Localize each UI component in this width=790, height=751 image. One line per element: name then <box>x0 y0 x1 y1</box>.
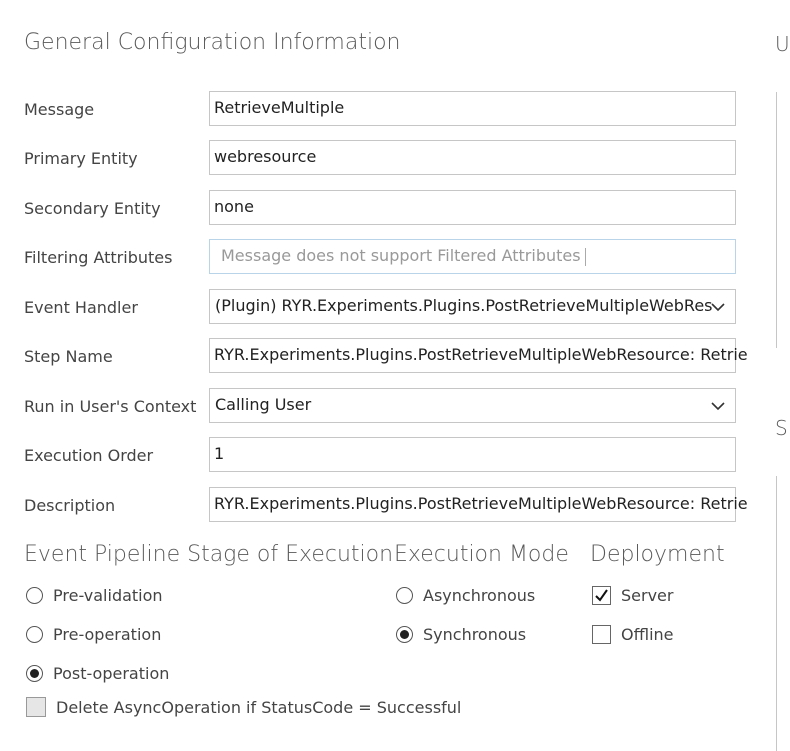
radio-unchecked-icon <box>26 626 43 643</box>
server-checkbox[interactable] <box>592 586 673 605</box>
filtering-attributes-placeholder: Message does not support Filtered Attributes <box>221 246 581 265</box>
run-context-select[interactable] <box>209 388 736 423</box>
checkbox-unchecked-icon <box>592 625 611 644</box>
side-heading-fragment-bottom: S <box>775 416 788 440</box>
pre-operation-radio[interactable] <box>26 625 161 644</box>
text-cursor-icon <box>585 248 586 266</box>
secondary-entity-value: none <box>214 197 254 216</box>
side-heading-fragment-top: U <box>775 32 790 56</box>
radio-unchecked-icon <box>26 587 43 604</box>
offline-label: Offline <box>621 625 674 644</box>
chevron-down-icon <box>709 298 727 316</box>
event-handler-value: (Plugin) RYR.Experiments.Plugins.PostRetrieveMultipleWebRes <box>215 296 713 315</box>
description-label: Description <box>24 496 116 515</box>
asynchronous-radio[interactable] <box>396 586 535 605</box>
filtering-attributes-field[interactable] <box>209 239 736 274</box>
run-context-label: Run in User's Context <box>24 397 197 416</box>
delete-async-checkbox[interactable] <box>26 697 461 717</box>
secondary-entity-label: Secondary Entity <box>24 199 161 218</box>
pre-operation-label: Pre-operation <box>53 625 162 644</box>
radio-checked-icon <box>396 626 413 643</box>
step-name-label: Step Name <box>24 347 113 366</box>
checkbox-unchecked-icon <box>26 697 46 717</box>
post-operation-label: Post-operation <box>53 664 170 683</box>
run-context-value: Calling User <box>215 395 312 414</box>
description-value: RYR.Experiments.Plugins.PostRetrieveMultipleWebResource: Retrie <box>214 494 748 513</box>
filtering-attributes-label: Filtering Attributes <box>24 248 173 267</box>
message-value: RetrieveMultiple <box>214 98 345 117</box>
offline-checkbox[interactable] <box>592 625 674 644</box>
pre-validation-label: Pre-validation <box>53 586 163 605</box>
pre-validation-radio[interactable] <box>26 586 163 605</box>
side-panel-border-top <box>776 92 781 348</box>
event-handler-label: Event Handler <box>24 298 138 317</box>
secondary-entity-field[interactable] <box>209 190 736 225</box>
checkmark-icon <box>592 586 611 605</box>
deployment-heading: Deployment <box>590 542 725 567</box>
radio-unchecked-icon <box>396 587 413 604</box>
execution-order-label: Execution Order <box>24 446 154 465</box>
description-field[interactable] <box>209 487 748 522</box>
page-title: General Configuration Information <box>24 30 401 55</box>
synchronous-label: Synchronous <box>423 625 527 644</box>
primary-entity-field[interactable] <box>209 140 736 175</box>
post-operation-radio[interactable] <box>26 664 169 683</box>
primary-entity-label: Primary Entity <box>24 149 138 168</box>
radio-checked-icon <box>26 665 43 682</box>
execution-mode-heading: Execution Mode <box>394 542 569 567</box>
message-label: Message <box>24 100 95 119</box>
side-panel-border-bottom <box>776 476 781 751</box>
delete-async-label: Delete AsyncOperation if StatusCode = Successful <box>56 697 462 717</box>
step-name-value: RYR.Experiments.Plugins.PostRetrieveMultipleWebResource: Retrie <box>214 345 748 364</box>
pipeline-heading: Event Pipeline Stage of Execution <box>24 542 394 567</box>
server-label: Server <box>621 586 674 605</box>
message-field[interactable] <box>209 91 736 126</box>
step-name-field[interactable] <box>209 338 748 373</box>
primary-entity-value: webresource <box>214 147 317 166</box>
asynchronous-label: Asynchronous <box>423 586 536 605</box>
execution-order-field[interactable] <box>209 437 736 472</box>
chevron-down-icon <box>709 397 727 415</box>
execution-order-value: 1 <box>214 444 225 463</box>
synchronous-radio[interactable] <box>396 625 526 644</box>
event-handler-select[interactable] <box>209 289 736 324</box>
